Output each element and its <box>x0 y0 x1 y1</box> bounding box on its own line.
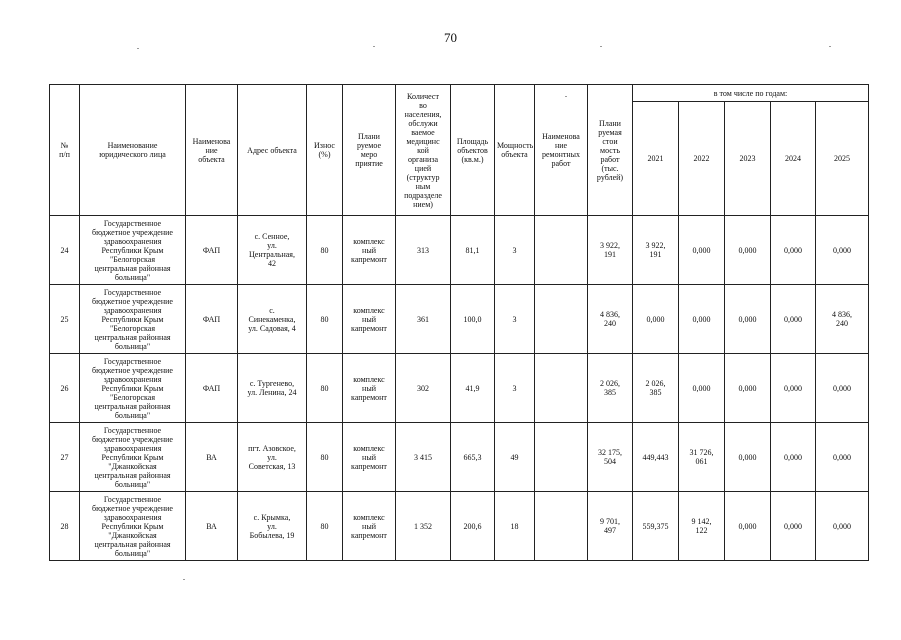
header-cell-by-years: в том числе по годам: <box>633 85 869 102</box>
cell-object-name: ВА <box>186 423 238 492</box>
cell-year-amount: 0,000 <box>816 354 869 423</box>
cell-object-name: ФАП <box>186 216 238 285</box>
cell-legal-name: Государственное бюджетное учреждение здравоохранения Республики Крым "Белогорская центральная районная больница" <box>80 285 186 354</box>
header-cell-capacity: Мощность объекта <box>495 85 535 216</box>
cell-area: 200,6 <box>451 492 495 561</box>
cell-planned-cost: 9 701, 497 <box>588 492 633 561</box>
header-cell-area: Площадь объектов (кв.м.) <box>451 85 495 216</box>
cell-address: с. Тургенево, ул. Ленина, 24 <box>238 354 307 423</box>
cell-year-amount: 0,000 <box>771 492 816 561</box>
cell-year-amount: 0,000 <box>771 354 816 423</box>
header-cell-planned-measure: Плани руемое меро приятие <box>343 85 396 216</box>
cell-year-amount: 0,000 <box>679 354 725 423</box>
cell-legal-name: Государственное бюджетное учреждение здравоохранения Республики Крым "Джанкойская центральная районная больница" <box>80 492 186 561</box>
cell-capacity: 3 <box>495 354 535 423</box>
cell-planned-measure: комплекс ный капремонт <box>343 492 396 561</box>
cell-planned-cost: 4 836, 240 <box>588 285 633 354</box>
scan-speck <box>829 46 831 47</box>
header-cell-address: Адрес объекта <box>238 85 307 216</box>
cell-year-amount: 449,443 <box>633 423 679 492</box>
cell-capacity: 3 <box>495 285 535 354</box>
cell-year-amount: 0,000 <box>816 216 869 285</box>
scan-speck <box>183 579 185 580</box>
header-cell-year: 2023 <box>725 102 771 216</box>
cell-year-amount: 0,000 <box>725 492 771 561</box>
cell-year-amount: 2 026, 385 <box>633 354 679 423</box>
cell-repair-name <box>535 354 588 423</box>
cell-wear: 80 <box>307 216 343 285</box>
cell-capacity: 3 <box>495 216 535 285</box>
cell-num: 28 <box>50 492 80 561</box>
cell-year-amount: 0,000 <box>816 492 869 561</box>
header-cell-num: № п/п <box>50 85 80 216</box>
header-row-top <box>50 85 869 102</box>
cell-object-name: ВА <box>186 492 238 561</box>
cell-capacity: 18 <box>495 492 535 561</box>
header-cell-object-name: Наименова ние объекта <box>186 85 238 216</box>
cell-year-amount: 0,000 <box>679 216 725 285</box>
table-row <box>50 423 869 492</box>
cell-population: 302 <box>396 354 451 423</box>
cell-wear: 80 <box>307 492 343 561</box>
objects-table <box>49 84 869 561</box>
cell-repair-name <box>535 285 588 354</box>
cell-planned-cost: 32 175, 504 <box>588 423 633 492</box>
header-cell-year: 2022 <box>679 102 725 216</box>
header-cell-repair-name: Наименова ние ремонтных работ <box>535 85 588 216</box>
header-cell-year: 2021 <box>633 102 679 216</box>
cell-year-amount: 0,000 <box>725 216 771 285</box>
table-row <box>50 354 869 423</box>
cell-address: с. Синекаменка, ул. Садовая, 4 <box>238 285 307 354</box>
cell-num: 24 <box>50 216 80 285</box>
scan-speck <box>600 46 602 47</box>
cell-year-amount: 0,000 <box>679 285 725 354</box>
table-row <box>50 216 869 285</box>
cell-year-amount: 0,000 <box>816 423 869 492</box>
cell-year-amount: 0,000 <box>771 423 816 492</box>
cell-area: 100,0 <box>451 285 495 354</box>
cell-planned-measure: комплекс ный капремонт <box>343 423 396 492</box>
cell-planned-cost: 2 026, 385 <box>588 354 633 423</box>
cell-legal-name: Государственное бюджетное учреждение здравоохранения Республики Крым "Белогорская центральная районная больница" <box>80 216 186 285</box>
cell-planned-cost: 3 922, 191 <box>588 216 633 285</box>
cell-year-amount: 31 726, 061 <box>679 423 725 492</box>
cell-address: с. Крымка, ул. Бобылева, 19 <box>238 492 307 561</box>
cell-num: 25 <box>50 285 80 354</box>
cell-num: 27 <box>50 423 80 492</box>
cell-year-amount: 0,000 <box>771 216 816 285</box>
cell-legal-name: Государственное бюджетное учреждение здравоохранения Республики Крым "Джанкойская центральная районная больница" <box>80 423 186 492</box>
cell-wear: 80 <box>307 354 343 423</box>
cell-num: 26 <box>50 354 80 423</box>
scan-speck <box>373 46 375 47</box>
table-row <box>50 492 869 561</box>
cell-planned-measure: комплекс ный капремонт <box>343 285 396 354</box>
cell-year-amount: 0,000 <box>725 354 771 423</box>
cell-capacity: 49 <box>495 423 535 492</box>
cell-repair-name <box>535 216 588 285</box>
cell-address: пгт. Азовское, ул. Советская, 13 <box>238 423 307 492</box>
header-cell-legal-name: Наименование юридического лица <box>80 85 186 216</box>
cell-year-amount: 559,375 <box>633 492 679 561</box>
cell-year-amount: 0,000 <box>725 285 771 354</box>
header-cell-wear: Износ (%) <box>307 85 343 216</box>
cell-wear: 80 <box>307 423 343 492</box>
cell-year-amount: 9 142, 122 <box>679 492 725 561</box>
cell-population: 1 352 <box>396 492 451 561</box>
header-cell-population: Количест во населения, обслужи ваемое медицинс кой организа цией (структур ным подразделе нием) <box>396 85 451 216</box>
cell-population: 313 <box>396 216 451 285</box>
cell-repair-name <box>535 423 588 492</box>
cell-planned-measure: комплекс ный капремонт <box>343 354 396 423</box>
cell-repair-name <box>535 492 588 561</box>
cell-wear: 80 <box>307 285 343 354</box>
cell-year-amount: 0,000 <box>725 423 771 492</box>
cell-object-name: ФАП <box>186 354 238 423</box>
cell-area: 665,3 <box>451 423 495 492</box>
header-cell-planned-cost: Плани руемая стои мость работ (тыс. рублей) <box>588 85 633 216</box>
table-row <box>50 285 869 354</box>
cell-area: 81,1 <box>451 216 495 285</box>
cell-year-amount: 4 836, 240 <box>816 285 869 354</box>
header-cell-year: 2025 <box>816 102 869 216</box>
cell-year-amount: 0,000 <box>771 285 816 354</box>
cell-address: с. Сенное, ул. Центральная, 42 <box>238 216 307 285</box>
cell-legal-name: Государственное бюджетное учреждение здравоохранения Республики Крым "Белогорская центральная районная больница" <box>80 354 186 423</box>
cell-planned-measure: комплекс ный капремонт <box>343 216 396 285</box>
cell-object-name: ФАП <box>186 285 238 354</box>
scan-speck <box>137 48 139 49</box>
cell-year-amount: 3 922, 191 <box>633 216 679 285</box>
cell-area: 41,9 <box>451 354 495 423</box>
cell-population: 3 415 <box>396 423 451 492</box>
cell-population: 361 <box>396 285 451 354</box>
cell-year-amount: 0,000 <box>633 285 679 354</box>
header-cell-year: 2024 <box>771 102 816 216</box>
page-number: 70 <box>444 30 457 45</box>
